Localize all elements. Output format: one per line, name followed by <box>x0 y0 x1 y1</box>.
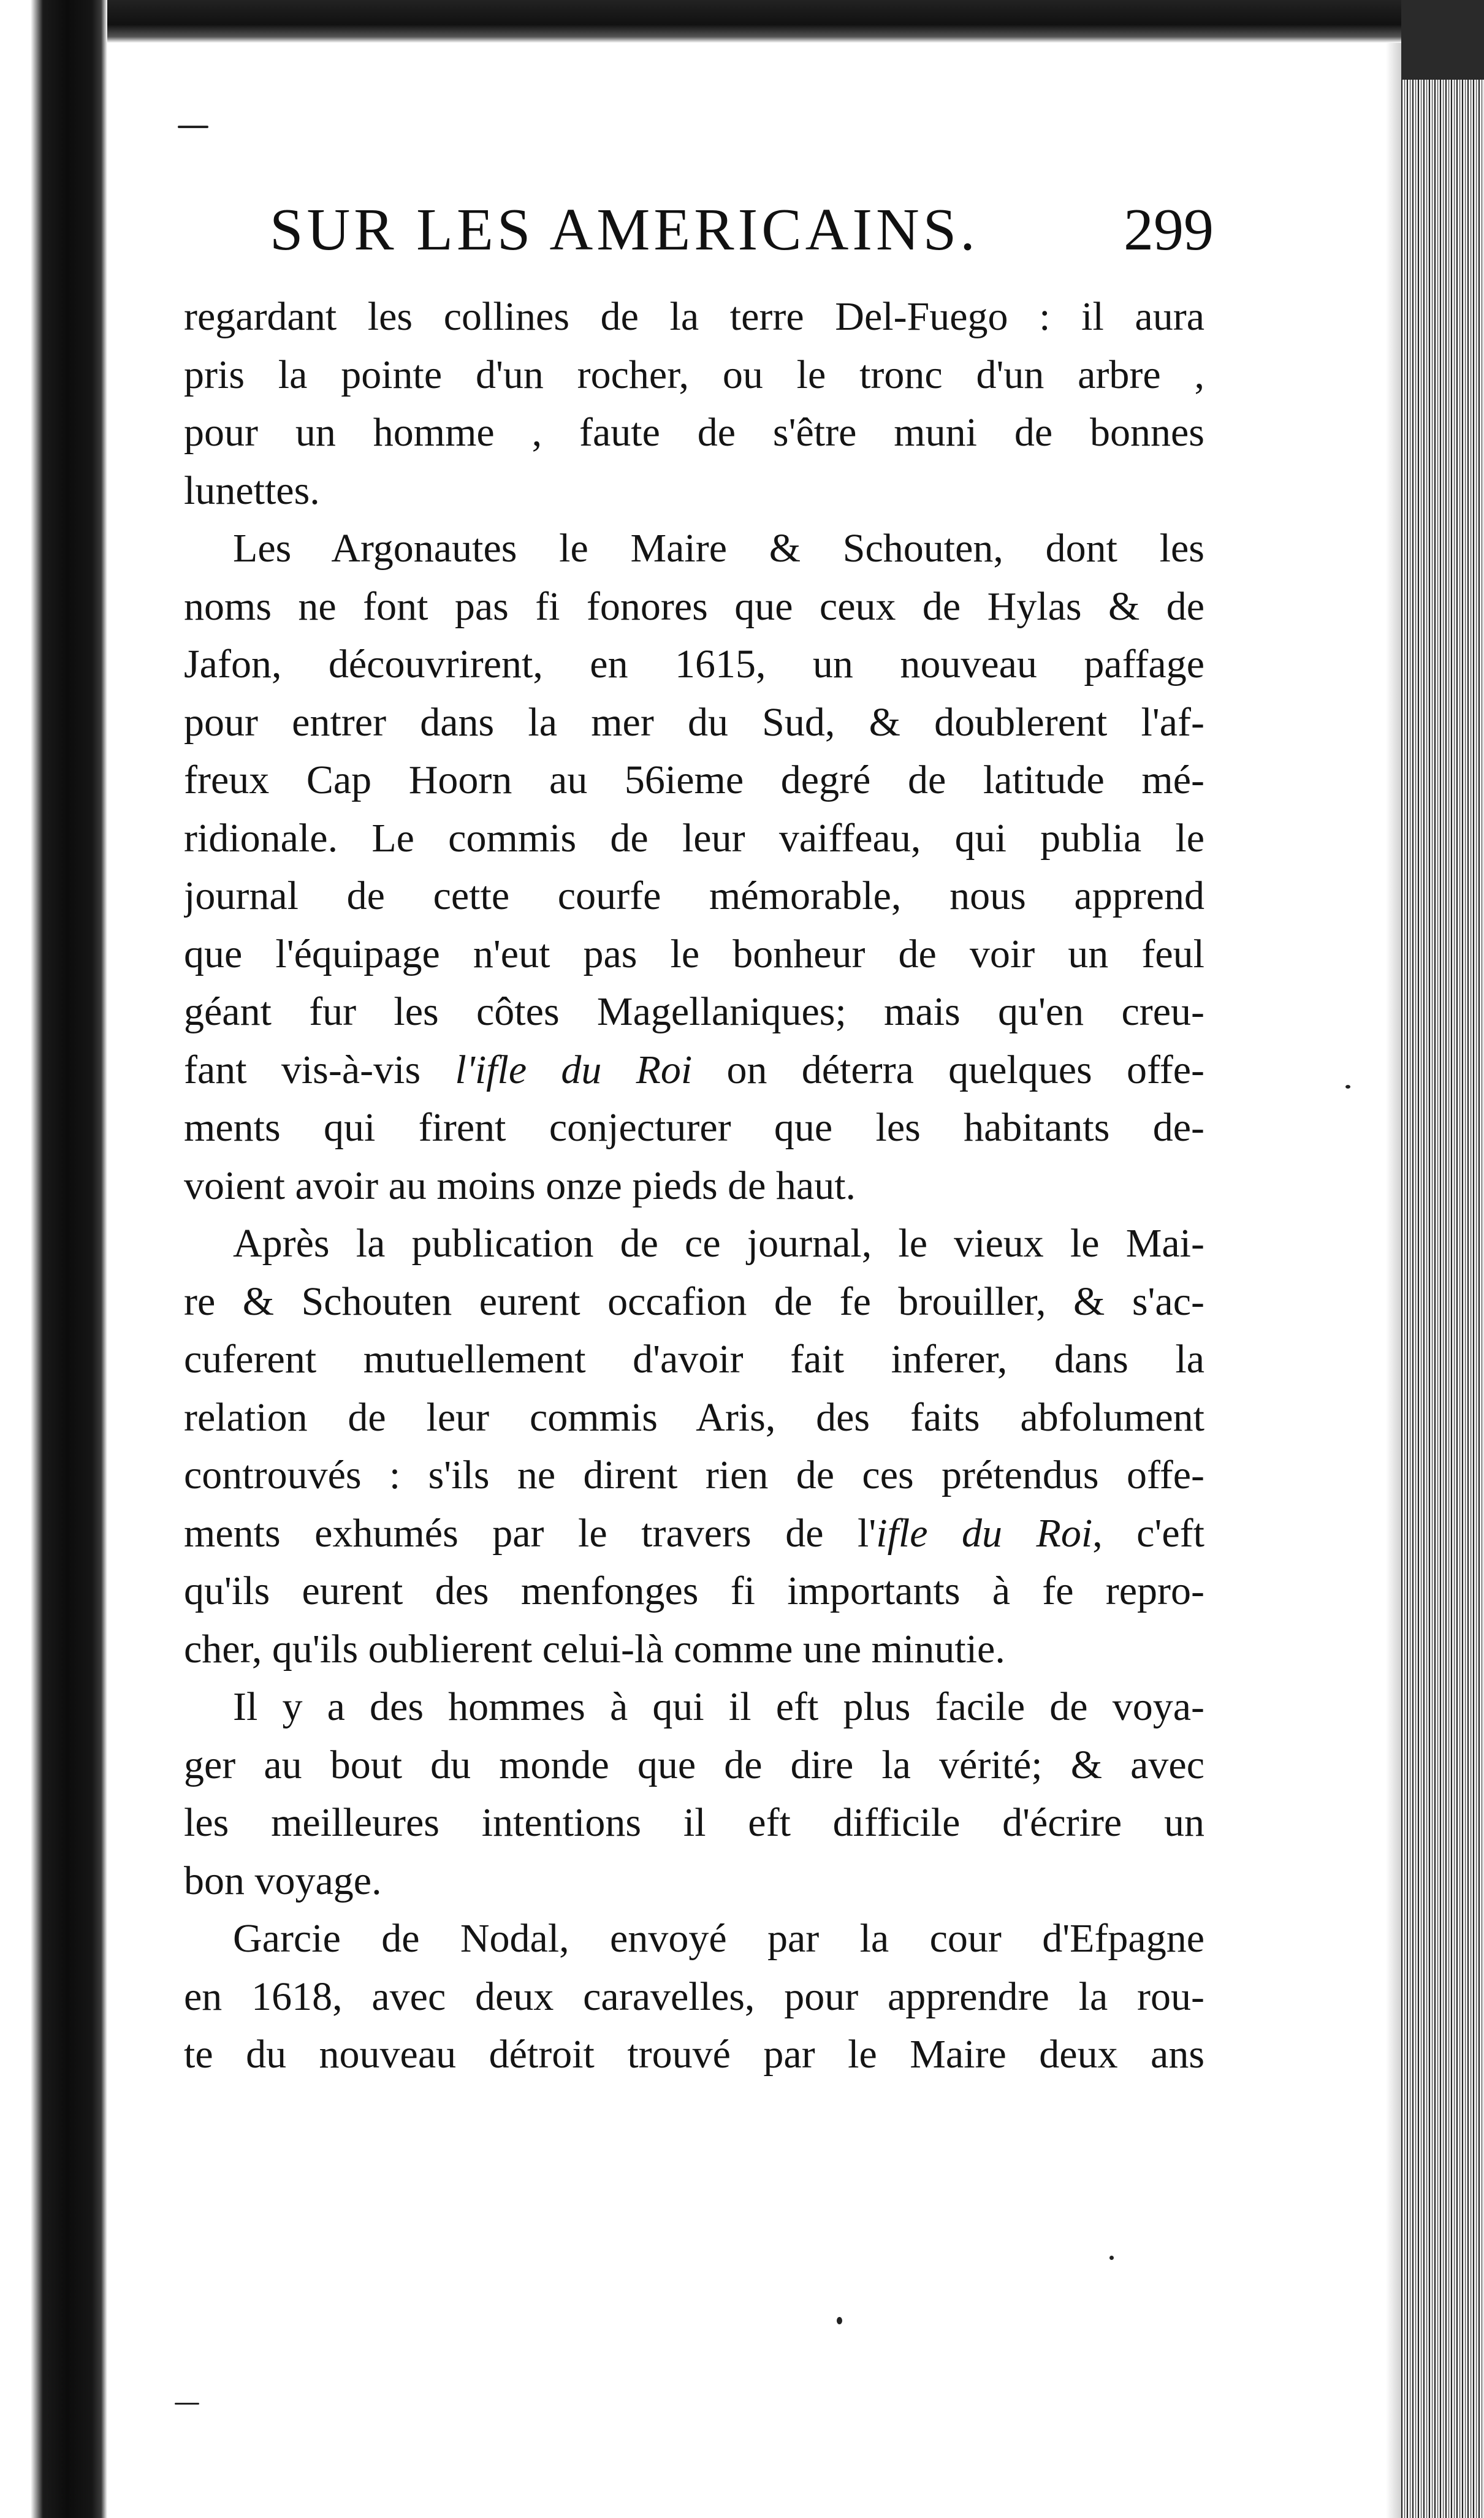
text-line: les meilleures intentions il eft difficile d'écrire un <box>184 1800 1204 1845</box>
text-segment: , c'eft <box>1092 1510 1204 1556</box>
text-line: en 1618, avec deux caravelles, pour apprendre la rou- <box>184 1974 1204 2019</box>
text-line: Jafon, découvrirent, en 1615, un nouveau paffage <box>184 642 1204 687</box>
text-line: relation de leur commis Aris, des faits abfolument <box>184 1394 1204 1440</box>
text-line: que l'équipage n'eut pas le bonheur de voir un feul <box>184 931 1204 976</box>
text-line: cher, qu'ils oublierent celui-là comme une minutie. <box>184 1626 1005 1672</box>
italic-place-name: ifle du Roi <box>876 1510 1093 1556</box>
text-line: freux Cap Hoorn au 56ieme degré de latitude mé- <box>184 758 1204 802</box>
text-line: lunettes. <box>184 468 320 513</box>
text-line: ger au bout du monde que de dire la vérité; & avec <box>184 1742 1204 1787</box>
text-line: controuvés : s'ils ne dirent rien de ces prétendus offe- <box>184 1453 1204 1497</box>
text-line: ridionale. Le commis de leur vaiffeau, qui publia le <box>184 815 1204 861</box>
text-line: Les Argonautes le Maire & Schouten, dont les <box>233 526 1204 571</box>
text-line: Après la publication de ce journal, le vieux le Mai- <box>233 1221 1204 1266</box>
text-line: noms ne font pas fi fonores que ceux de Hylas & de <box>184 584 1204 629</box>
binding-shadow-left <box>0 0 107 2518</box>
paragraph-4 <box>184 1678 1204 1910</box>
text-line: ments qui firent conjecturer que les habitants de- <box>184 1105 1204 1150</box>
paragraph-2 <box>184 520 1204 1215</box>
text-line: re & Schouten eurent occafion de fe brouiller, & s'ac- <box>184 1279 1204 1324</box>
text-line: regardant les collines de la terre Del-Fuego : il aura <box>184 294 1204 339</box>
paragraph-3 <box>184 1215 1204 1678</box>
binding-shadow-top <box>43 0 1410 43</box>
print-speck <box>1345 1085 1350 1089</box>
text-line: Garcie de Nodal, envoyé par la cour d'Efpagne <box>233 1916 1204 1961</box>
text-line: pris la pointe d'un rocher, ou le tronc d'un arbre , <box>184 352 1204 397</box>
paragraph-5 <box>184 1910 1204 2084</box>
running-title: SUR LES AMERICAINS. <box>270 197 979 263</box>
text-line: pour entrer dans la mer du Sud, & doublerent l'af- <box>184 699 1204 745</box>
text-line-with-italic <box>184 1041 1204 1100</box>
text-segment: ments exhumés par le travers de l' <box>184 1510 877 1556</box>
print-speck <box>1109 2256 1114 2260</box>
text-line: bon voyage. <box>184 1858 382 1903</box>
text-line: cuferent mutuellement d'avoir fait inferer, dans la <box>184 1337 1204 1382</box>
page-gutter-shadow <box>1386 43 1401 2518</box>
print-speck <box>178 126 208 128</box>
text-line: journal de cette courfe mémorable, nous apprend <box>184 873 1204 918</box>
text-segment: fant vis-à-vis <box>184 1047 455 1092</box>
text-line: pour un homme , faute de s'être muni de bonnes <box>184 410 1204 455</box>
text-line: Il y a des hommes à qui il eft plus facile de voya- <box>233 1684 1204 1729</box>
text-line: géant fur les côtes Magellaniques; mais qu'en creu- <box>184 989 1204 1034</box>
print-speck <box>175 2403 199 2405</box>
text-line: voient avoir au moins onze pieds de haut. <box>184 1163 856 1208</box>
page-number: 299 <box>1124 197 1214 263</box>
text-line: qu'ils eurent des menfonges fi importants à fe repro- <box>184 1569 1204 1613</box>
print-speck <box>837 2317 842 2324</box>
running-head <box>270 187 1214 273</box>
text-segment: on déterra quelques offe- <box>692 1047 1204 1092</box>
page-edges-corner <box>1401 0 1484 80</box>
body-text <box>184 288 1204 2084</box>
italic-place-name: l'ifle du Roi <box>455 1047 693 1092</box>
paragraph-1 <box>184 288 1204 520</box>
text-line: te du nouveau détroit trouvé par le Maire deux ans <box>184 2032 1204 2077</box>
page-edges-stack <box>1401 80 1484 2518</box>
text-line-with-italic <box>184 1505 1204 1563</box>
